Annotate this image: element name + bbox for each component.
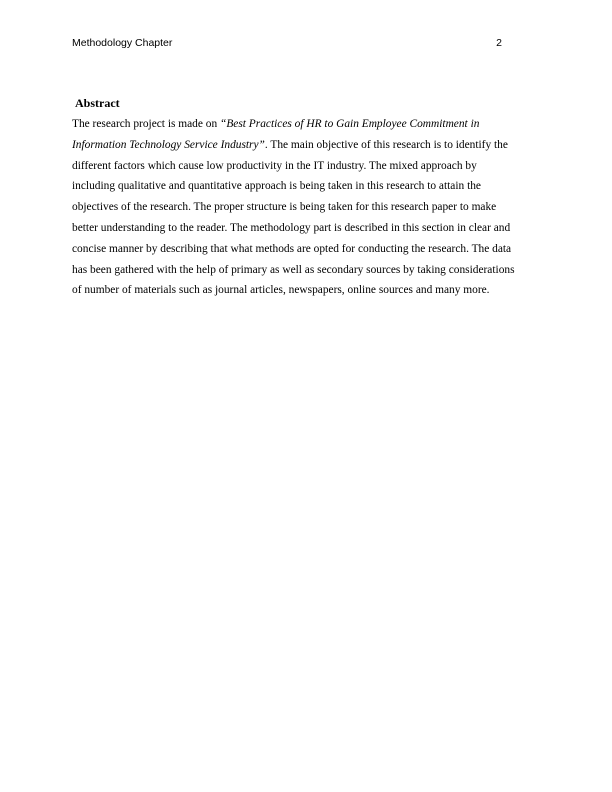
paragraph-line bbox=[72, 176, 544, 197]
running-head-title: Methodology Chapter bbox=[72, 37, 173, 49]
line-text: better understanding to the reader. The methodology part is described in this section in clear and bbox=[72, 221, 511, 234]
italic-title-text: Information Technology Service Industry” bbox=[72, 138, 265, 151]
paragraph-line bbox=[72, 156, 544, 177]
paragraph-line bbox=[72, 218, 544, 239]
paragraph-line bbox=[72, 135, 544, 156]
paragraph-line bbox=[72, 239, 544, 260]
paragraph-line bbox=[72, 280, 544, 301]
line-text: different factors which cause low productivity in the IT industry. The mixed approach by bbox=[72, 159, 477, 172]
page-number: 2 bbox=[496, 37, 502, 49]
line-text: concise manner by describing that what methods are opted for conducting the research. The data bbox=[72, 242, 512, 255]
page-header bbox=[72, 36, 502, 50]
line-text: including qualitative and quantitative approach is being taken in this research to attain the bbox=[72, 180, 481, 193]
paragraph-line bbox=[72, 260, 544, 281]
line-text: has been gathered with the help of primary as well as secondary sources by taking considerations bbox=[72, 263, 515, 276]
abstract-paragraph bbox=[72, 114, 544, 301]
line-text: The research project is made on bbox=[72, 118, 221, 130]
paragraph-line bbox=[72, 197, 544, 218]
abstract-heading: Abstract bbox=[75, 96, 120, 110]
line-text: of number of materials such as journal articles, newspapers, online sources and many more. bbox=[72, 284, 490, 297]
line-text: . The main objective of this research is to identify the bbox=[264, 138, 508, 151]
paragraph-line bbox=[72, 114, 544, 135]
italic-title-text: “Best Practices of HR to Gain Employee Commitment in bbox=[220, 118, 480, 130]
line-text: objectives of the research. The proper structure is being taken for this research paper to make bbox=[72, 201, 497, 214]
